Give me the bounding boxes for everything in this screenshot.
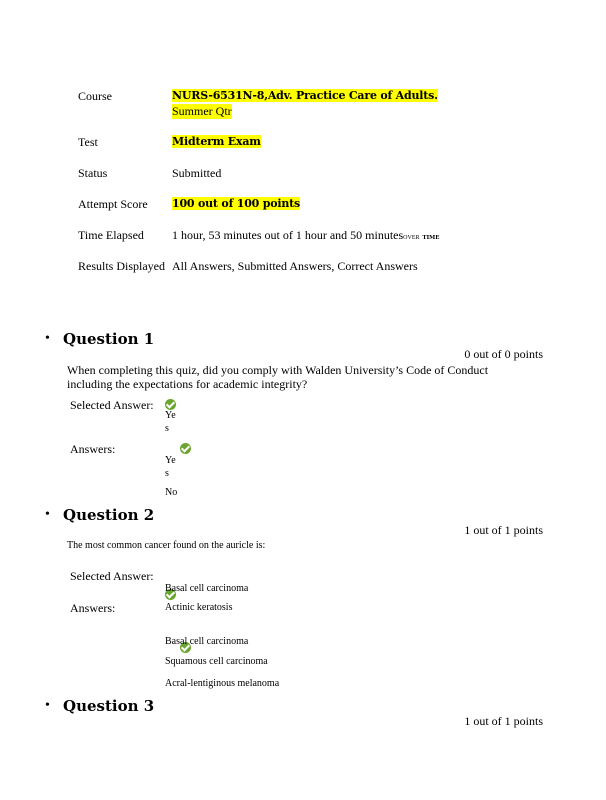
question-title: Question 3 [63, 697, 155, 715]
time-label: Time Elapsed [78, 228, 144, 242]
answers-label: Answers: [70, 601, 116, 615]
question-title: Question 2 [63, 506, 155, 524]
question-text-line2: including the expectations for academic integrity? [67, 377, 308, 391]
check-circle-icon [180, 443, 191, 454]
answer-option: Actinic keratosis [165, 602, 233, 613]
selected-answer: Basal cell carcinoma [165, 583, 249, 594]
question-points: 1 out of 1 points [464, 523, 543, 537]
answers-label: Answers: [70, 442, 116, 456]
status-value: Submitted [172, 166, 222, 180]
question-text-line1: When completing this quiz, did you comply with Walden University’s Code of Conduct [67, 363, 489, 377]
answer-option: Squamous cell carcinoma [165, 656, 268, 667]
score-label: Attempt Score [78, 197, 148, 211]
check-circle-icon [165, 399, 176, 410]
results-label: Results Displayed [78, 259, 165, 273]
selected-answer-part1: Ye [165, 410, 176, 421]
answer-option: Ye [165, 455, 176, 466]
status-label: Status [78, 166, 108, 180]
question-text: The most common cancer found on the auricle is: [67, 540, 266, 551]
course-term: Summer Qtr [172, 104, 232, 118]
time-value: 1 hour, 53 minutes out of 1 hour and 50 minutesOVER TIME [172, 228, 440, 242]
answer-option: Basal cell carcinoma [165, 636, 249, 647]
question-points: 1 out of 1 points [464, 714, 543, 728]
results-value: All Answers, Submitted Answers, Correct Answers [172, 259, 418, 273]
bullet: • [45, 698, 50, 713]
course-value: NURS-6531N-8,Adv. Practice Care of Adults. [172, 89, 438, 102]
selected-answer-label: Selected Answer: [70, 398, 154, 412]
test-value: Midterm Exam [172, 135, 261, 148]
bullet: • [45, 331, 50, 346]
selected-answer-part2: s [165, 423, 169, 434]
question-points: 0 out of 0 points [464, 347, 543, 361]
course-label: Course [78, 89, 112, 103]
bullet: • [45, 507, 50, 522]
test-label: Test [78, 135, 98, 149]
answer-option: No [165, 487, 178, 498]
score-value: 100 out of 100 points [172, 197, 301, 210]
selected-answer-label: Selected Answer: [70, 569, 154, 583]
answer-option-part2: s [165, 468, 169, 479]
question-title: Question 1 [63, 330, 155, 348]
answer-option: Acral-lentiginous melanoma [165, 678, 280, 689]
